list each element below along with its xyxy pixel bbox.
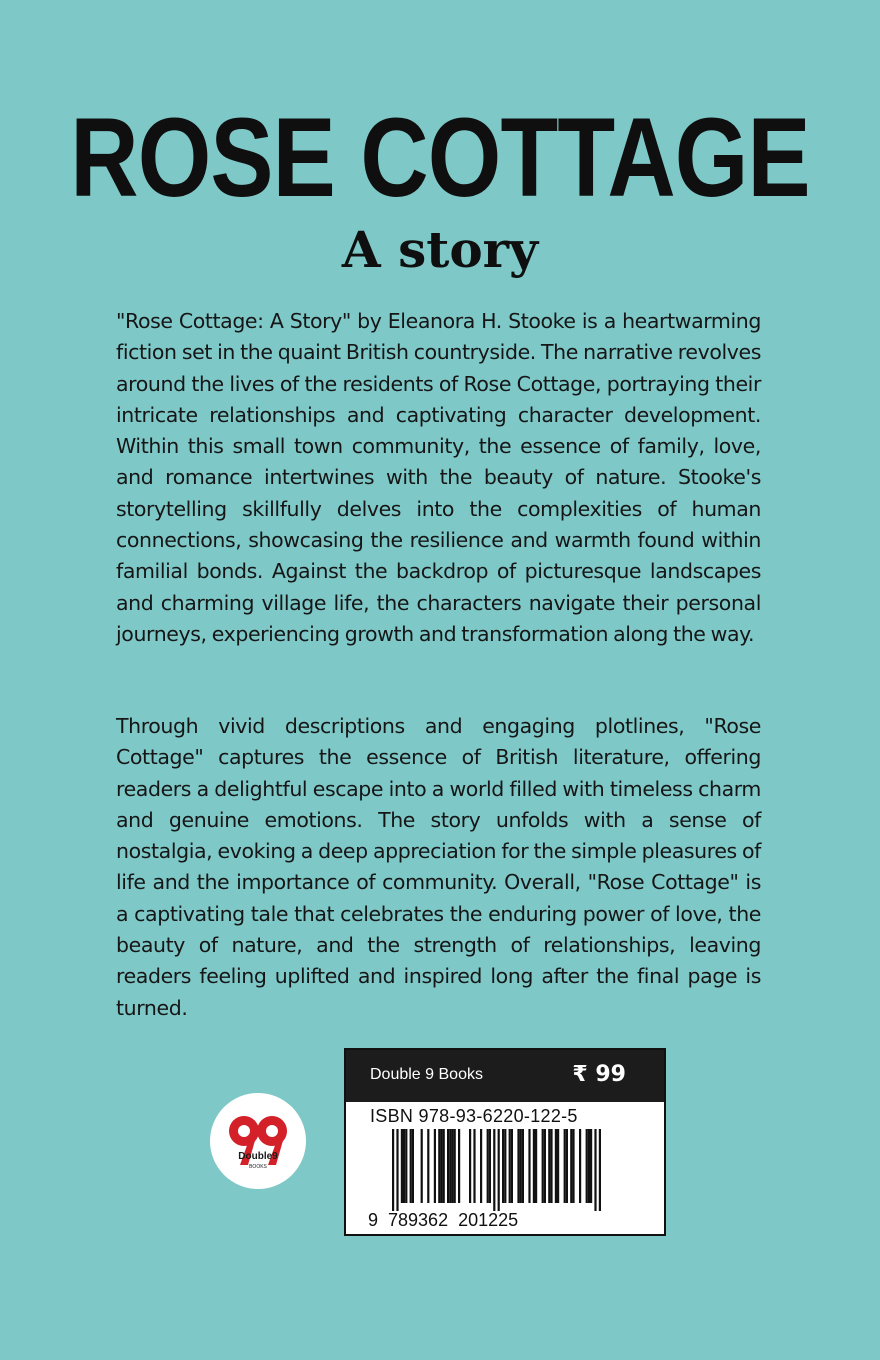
barcode-bar: [405, 1129, 407, 1203]
barcode-bar: [566, 1129, 568, 1203]
price-bar: [346, 1050, 664, 1102]
barcode-bar: [550, 1129, 552, 1203]
barcode-bar: [579, 1129, 581, 1203]
barcode-bar: [449, 1129, 451, 1203]
barcode-bar: [396, 1129, 398, 1211]
barcode-bar: [447, 1129, 449, 1203]
isbn-label: ISBN 978-93-6220-122-5: [370, 1106, 578, 1126]
barcode-bar: [522, 1129, 524, 1203]
barcode-bar: [544, 1129, 546, 1203]
publisher-name: Double 9 Books: [370, 1066, 483, 1083]
barcode-bar: [487, 1129, 489, 1203]
barcode-bar: [438, 1129, 440, 1203]
barcode-bar: [443, 1129, 445, 1203]
barcode-bar: [535, 1129, 537, 1203]
barcode-bars: [392, 1129, 622, 1211]
book-title: ROSE COTTAGE: [70, 94, 810, 221]
barcode-bar: [489, 1129, 491, 1203]
barcode-bar: [570, 1129, 572, 1203]
barcode-bar: [434, 1129, 436, 1203]
ean-digits: 9 789362 201225: [368, 1210, 519, 1230]
barcode-bar: [594, 1129, 596, 1211]
barcode-bar: [586, 1129, 588, 1203]
barcode-bar: [542, 1129, 544, 1203]
publisher-logo: [210, 1093, 306, 1189]
barcode-bar: [440, 1129, 442, 1203]
barcode-bar: [392, 1129, 394, 1211]
barcode-bar: [401, 1129, 403, 1203]
barcode-bar: [504, 1129, 506, 1203]
barcode-bar: [469, 1129, 471, 1203]
blurb-paragraph-1: "Rose Cottage: A Story" by Eleanora H. Stooke is a heartwarming fiction set in the quaint British countryside. The narrative revolves around the lives of the residents of Rose Cottage, portraying their intricate relationships and captivating character development. Within this small town community, the essence of family, love, and romance intertwines with the beauty of nature. Stooke's storytelling skillfully delves into the complexities of human connections, showcasing the resilience and warmth found within familial bonds. Against the backdrop of picturesque landscapes and charming village life, the characters navigate their personal journeys, experiencing growth and transformation along the way.: [116, 309, 761, 646]
barcode-bar: [555, 1129, 557, 1203]
barcode-bar: [480, 1129, 482, 1203]
barcode-bar: [427, 1129, 429, 1203]
logo-wordmark: Double9: [238, 1151, 278, 1162]
barcode-bar: [588, 1129, 590, 1203]
barcode-bar: [520, 1129, 522, 1203]
blurb-paragraph-2: Through vivid descriptions and engaging plotlines, "Rose Cottage" captures the essence of British literature, offering readers a delightful escape into a world filled with timeless charm and genuine emotions. The story unfolds with a sense of nostalgia, evoking a deep appreciation for the simple pleasures of life and the importance of community. Overall, "Rose Cottage" is a captivating tale that celebrates the enduring power of love, the beauty of nature, and the strength of relationships, leaving readers feeling uplifted and inspired long after the final page is turned.: [116, 714, 761, 1020]
barcode-bar: [451, 1129, 453, 1203]
barcode-bar: [557, 1129, 559, 1203]
book-subtitle: A story: [341, 220, 539, 279]
barcode-bar: [412, 1129, 414, 1203]
barcode-bar: [511, 1129, 513, 1203]
barcode-bar: [458, 1129, 460, 1203]
barcode-bar: [590, 1129, 592, 1203]
barcode-bar: [533, 1129, 535, 1203]
barcode-bar: [572, 1129, 574, 1203]
barcode-bar: [473, 1129, 475, 1203]
barcode-bar: [454, 1129, 456, 1203]
barcode-bar: [548, 1129, 550, 1203]
barcode-bar: [403, 1129, 405, 1203]
logo-subtext: BOOKS: [249, 1164, 267, 1170]
barcode-bar: [493, 1129, 495, 1211]
barcode-panel: [344, 1048, 666, 1236]
barcode-bar: [509, 1129, 511, 1203]
barcode-bar: [421, 1129, 423, 1203]
price-label: ₹ 99: [572, 1062, 626, 1087]
barcode-bar: [517, 1129, 519, 1203]
barcode-bar: [564, 1129, 566, 1203]
barcode-bar: [502, 1129, 504, 1203]
barcode-bar: [599, 1129, 601, 1211]
barcode-bar: [498, 1129, 500, 1211]
double9-logo-icon: [210, 1093, 306, 1189]
barcode-bar: [410, 1129, 412, 1203]
barcode-bar: [528, 1129, 530, 1203]
